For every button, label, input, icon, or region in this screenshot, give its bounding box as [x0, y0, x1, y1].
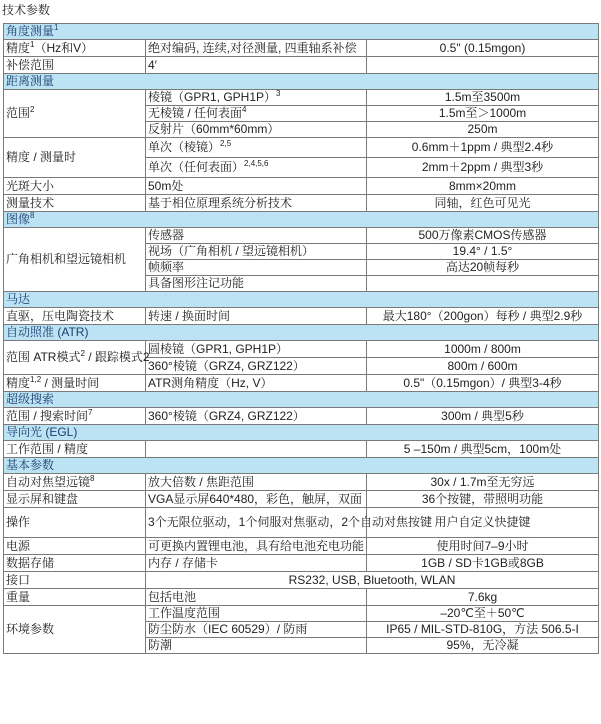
- footnote-ref: 1: [30, 39, 35, 49]
- text: 光斑大小: [6, 178, 55, 193]
- spec-sub-label: [146, 606, 367, 622]
- text: 36个按键，带照明功能: [421, 491, 544, 506]
- text: 300m / 典型5秒: [441, 408, 524, 423]
- text: 棱镜（GPR1, GPH1P）: [148, 90, 277, 104]
- text: 内存 / 存储卡: [148, 555, 219, 570]
- footnote-ref: 3: [276, 89, 281, 98]
- page-title: 技术参数: [2, 3, 51, 17]
- text: 4′: [148, 57, 157, 72]
- spec-sub-label: [146, 474, 367, 491]
- text: 1GB / SD卡1GB或8GB: [421, 555, 544, 570]
- text: 重量: [6, 589, 31, 604]
- spec-value: [367, 474, 599, 491]
- text: 绝对编码, 连续,对径测量, 四重轴系补偿: [148, 40, 357, 55]
- table-row: [4, 308, 599, 325]
- text: 自动照准 (ATR): [6, 325, 89, 339]
- spec-value: [367, 138, 599, 158]
- text: 用户自定义快捷键: [434, 515, 531, 529]
- spec-label: [4, 538, 146, 555]
- text: 环境参数: [6, 622, 55, 636]
- spec-label: [4, 555, 146, 572]
- spec-value: [367, 90, 599, 106]
- table-row: [4, 228, 599, 244]
- spec-value: [367, 491, 599, 508]
- spec-value: [367, 195, 599, 212]
- spec-sub-label: [146, 57, 367, 74]
- text: 数据存储: [6, 555, 55, 570]
- spec-label: [4, 138, 146, 178]
- spec-sub-label: [146, 375, 367, 392]
- spec-value: [367, 622, 599, 638]
- section-header-row: [4, 24, 599, 40]
- text: / 跟踪模式2: [84, 350, 150, 364]
- text: 测量技术: [6, 195, 55, 210]
- spec-label: [4, 408, 146, 425]
- footnote-ref: 4: [242, 105, 247, 114]
- section-title: [4, 325, 599, 341]
- text: 8mm×20mm: [448, 178, 516, 193]
- spec-label: [4, 228, 146, 292]
- text: 500万像素CMOS传感器: [418, 228, 547, 242]
- text: 距离测量: [6, 74, 55, 88]
- text: 图像: [6, 212, 31, 226]
- spec-value: [367, 606, 599, 622]
- text: 0.5"（0.15mgon）/ 典型3-4秒: [403, 375, 562, 390]
- footnote-ref: 8: [90, 473, 95, 483]
- footnote-ref: 8: [30, 211, 35, 220]
- text: 5 –150m / 典型5cm，100m处: [403, 441, 562, 456]
- spec-label: [4, 606, 146, 654]
- spec-sub-label: [146, 491, 367, 508]
- text: 工作范围 / 精度: [6, 441, 89, 456]
- spec-label: [4, 40, 146, 57]
- spec-label: [4, 474, 146, 491]
- footnote-ref: 7: [88, 407, 93, 417]
- text: 导向光 (EGL): [6, 425, 78, 439]
- text: 范围 ATR模式: [6, 350, 81, 364]
- spec-label: [4, 441, 146, 458]
- spec-label: [4, 375, 146, 392]
- table-row: [4, 408, 599, 425]
- table-row: [4, 441, 599, 458]
- spec-value: [367, 441, 599, 458]
- spec-sub-label: [146, 538, 367, 555]
- spec-value: [367, 158, 599, 178]
- spec-value: [367, 122, 599, 138]
- text: –20℃至＋50℃: [440, 606, 525, 620]
- spec-value: [367, 538, 599, 555]
- footnote-ref: 1: [54, 23, 59, 32]
- text: 精度: [6, 40, 31, 55]
- text: 接口: [6, 572, 31, 587]
- spec-sub-label: [146, 122, 367, 138]
- text: 0.5" (0.15mgon): [439, 40, 526, 55]
- spec-label: [4, 57, 146, 74]
- spec-label: [4, 178, 146, 195]
- text: 1000m / 800m: [444, 341, 521, 356]
- spec-label: [4, 491, 146, 508]
- table-row: [4, 178, 599, 195]
- table-row: [4, 195, 599, 212]
- table-row: [4, 508, 599, 538]
- text: 最大180°（200gon）每秒 / 典型2.9秒: [382, 308, 583, 323]
- text: 圆棱镜（GPR1, GPH1P）: [148, 341, 289, 356]
- text: 高达20帧每秒: [445, 260, 520, 274]
- spec-table: [3, 23, 599, 654]
- spec-value: [367, 589, 599, 606]
- spec-label: [4, 572, 146, 589]
- table-row: [4, 40, 599, 57]
- spec-label: [4, 341, 150, 375]
- section-title: [4, 74, 599, 90]
- section-title: [4, 458, 599, 474]
- spec-label: [4, 508, 146, 538]
- spec-value: [367, 40, 599, 57]
- text: VGA显示屏640*480，彩色，触屏，双面: [148, 491, 363, 506]
- text: 具备图形注记功能: [148, 276, 245, 290]
- table-row: [4, 538, 599, 555]
- text: 2mm＋2ppm / 典型3秒: [421, 160, 544, 174]
- text: 可更换内置锂电池，具有给电池充电功能: [148, 538, 365, 553]
- spec-label: [4, 195, 146, 212]
- text: 补偿范围: [6, 57, 55, 72]
- spec-sub-label: [146, 244, 367, 260]
- footnote-ref: 2: [30, 105, 35, 114]
- spec-label: [4, 589, 146, 606]
- spec-value: [367, 57, 599, 74]
- table-row: [4, 341, 599, 358]
- spec-sub-label: [146, 589, 367, 606]
- section-header-row: [4, 292, 599, 308]
- spec-sub-label: [146, 622, 367, 638]
- spec-value: [367, 260, 599, 276]
- text: 转速 / 换面时间: [148, 308, 231, 323]
- spec-sub-label: [146, 408, 367, 425]
- text: 精度 / 测量时: [6, 150, 77, 164]
- text: 防尘防水（IEC 60529）/ 防雨: [148, 622, 308, 636]
- spec-value: [367, 106, 599, 122]
- section-title: [4, 212, 599, 228]
- spec-sub-label: [146, 90, 367, 106]
- text: 单次（棱镜）: [148, 140, 221, 154]
- table-row: [4, 138, 599, 158]
- spec-value: [367, 638, 599, 654]
- spec-value: [146, 572, 599, 589]
- footnote-ref: 2: [80, 349, 85, 358]
- text: 7.6kg: [467, 589, 498, 604]
- text: 基于相位原理系统分析技术: [148, 195, 293, 210]
- spec-sub-label: [146, 358, 367, 375]
- text: 基本参数: [6, 458, 55, 472]
- text: 0.6mm＋1ppm / 典型2.4秒: [411, 140, 554, 154]
- table-row: [4, 606, 599, 622]
- spec-sub-label: [146, 508, 433, 538]
- text: 800m / 600m: [447, 358, 518, 373]
- text: 反射片（60mm*60mm）: [148, 122, 280, 136]
- text: 防潮: [148, 638, 173, 652]
- text: 工作温度范围: [148, 606, 221, 620]
- spec-sub-label: [146, 195, 367, 212]
- section-header-row: [4, 74, 599, 90]
- text: 1.5m至3500m: [444, 90, 521, 104]
- text: 马达: [6, 292, 31, 306]
- table-row: [4, 375, 599, 392]
- spec-value: [367, 408, 599, 425]
- text: 包括电池: [148, 589, 197, 604]
- text: 250m: [467, 122, 498, 136]
- text: ATR测角精度（Hz, V）: [148, 375, 273, 390]
- text: 同轴，红色可见光: [434, 195, 531, 210]
- text: 50m处: [148, 178, 184, 193]
- footnote-ref: 2,5: [220, 139, 232, 148]
- text: 19.4° / 1.5°: [452, 244, 513, 258]
- spec-value: [367, 555, 599, 572]
- section-title: [4, 292, 599, 308]
- spec-value: [367, 341, 599, 358]
- text: （Hz和V）: [34, 40, 94, 55]
- text: 95%，无冷凝: [446, 638, 519, 652]
- table-row: [4, 589, 599, 606]
- spec-sub-label: [146, 178, 367, 195]
- spec-value: [367, 375, 599, 392]
- text: 角度测量: [6, 24, 55, 38]
- text: 视场（广角相机 / 望远镜相机）: [148, 244, 315, 258]
- text: 360°棱镜（GRZ4, GRZ122）: [148, 358, 305, 373]
- text: 帧频率: [148, 260, 185, 274]
- text: 传感器: [148, 228, 185, 242]
- text: 无棱镜 / 任何表面: [148, 106, 243, 120]
- spec-sub-label: [146, 341, 367, 358]
- text: 自动对焦望远镜: [6, 474, 91, 489]
- spec-sub-label: [146, 40, 367, 57]
- text: 广角相机和望远镜相机: [6, 252, 127, 266]
- spec-sub-label: [146, 138, 367, 158]
- text: 1.5m至＞1000m: [438, 106, 527, 120]
- spec-label: [4, 308, 146, 325]
- table-row: [4, 555, 599, 572]
- section-title: [4, 24, 599, 40]
- spec-sub-label: [146, 555, 367, 572]
- spec-value: [367, 308, 599, 325]
- section-title: [4, 392, 599, 408]
- spec-value: [367, 358, 599, 375]
- section-header-row: [4, 212, 599, 228]
- spec-sub-label: [146, 228, 367, 244]
- text: 使用时间7–9小时: [436, 538, 529, 553]
- section-header-row: [4, 458, 599, 474]
- text: 范围 / 搜索时间: [6, 408, 89, 423]
- text: RS232, USB, Bluetooth, WLAN: [288, 572, 456, 587]
- text: 精度: [6, 375, 31, 390]
- table-row: [4, 572, 599, 589]
- footnote-ref: 1,2: [30, 374, 42, 384]
- text: 范围: [6, 106, 31, 120]
- text: 操作: [6, 515, 31, 529]
- footnote-ref: 2,4,5,6: [244, 159, 269, 168]
- table-row: [4, 90, 599, 106]
- spec-value: [367, 178, 599, 195]
- table-row: [4, 474, 599, 491]
- text: 超级搜索: [6, 392, 55, 406]
- spec-sub-label: [146, 441, 367, 458]
- spec-sub-label: [146, 106, 367, 122]
- text: 电源: [6, 538, 31, 553]
- text: 360°棱镜（GRZ4, GRZ122）: [148, 408, 305, 423]
- text: 30x / 1.7m至无穷远: [430, 474, 535, 489]
- text: 单次（任何表面）: [148, 160, 245, 174]
- section-title: [4, 425, 599, 441]
- spec-value: [367, 244, 599, 260]
- spec-sub-label: [146, 158, 367, 178]
- spec-sub-label: [146, 260, 367, 276]
- spec-value: [367, 228, 599, 244]
- spec-sub-label: [146, 276, 367, 292]
- text: 3个无限位驱动，1个伺服对焦驱动，2个自动对焦按键: [148, 515, 433, 529]
- spec-sub-label: [146, 308, 367, 325]
- section-header-row: [4, 425, 599, 441]
- text: IP65 / MIL-STD-810G，方法 506.5-I: [386, 622, 579, 636]
- text: 显示屏和键盘: [6, 491, 79, 506]
- section-header-row: [4, 325, 599, 341]
- text: 放大倍数 / 焦距范围: [148, 474, 255, 489]
- text: 直驱，压电陶瓷技术: [6, 308, 115, 323]
- section-header-row: [4, 392, 599, 408]
- text: / 测量时间: [41, 375, 100, 390]
- table-row: [4, 491, 599, 508]
- spec-sub-label: [146, 638, 367, 654]
- spec-value: [367, 276, 599, 292]
- spec-label: [4, 90, 146, 138]
- table-row: [4, 57, 599, 74]
